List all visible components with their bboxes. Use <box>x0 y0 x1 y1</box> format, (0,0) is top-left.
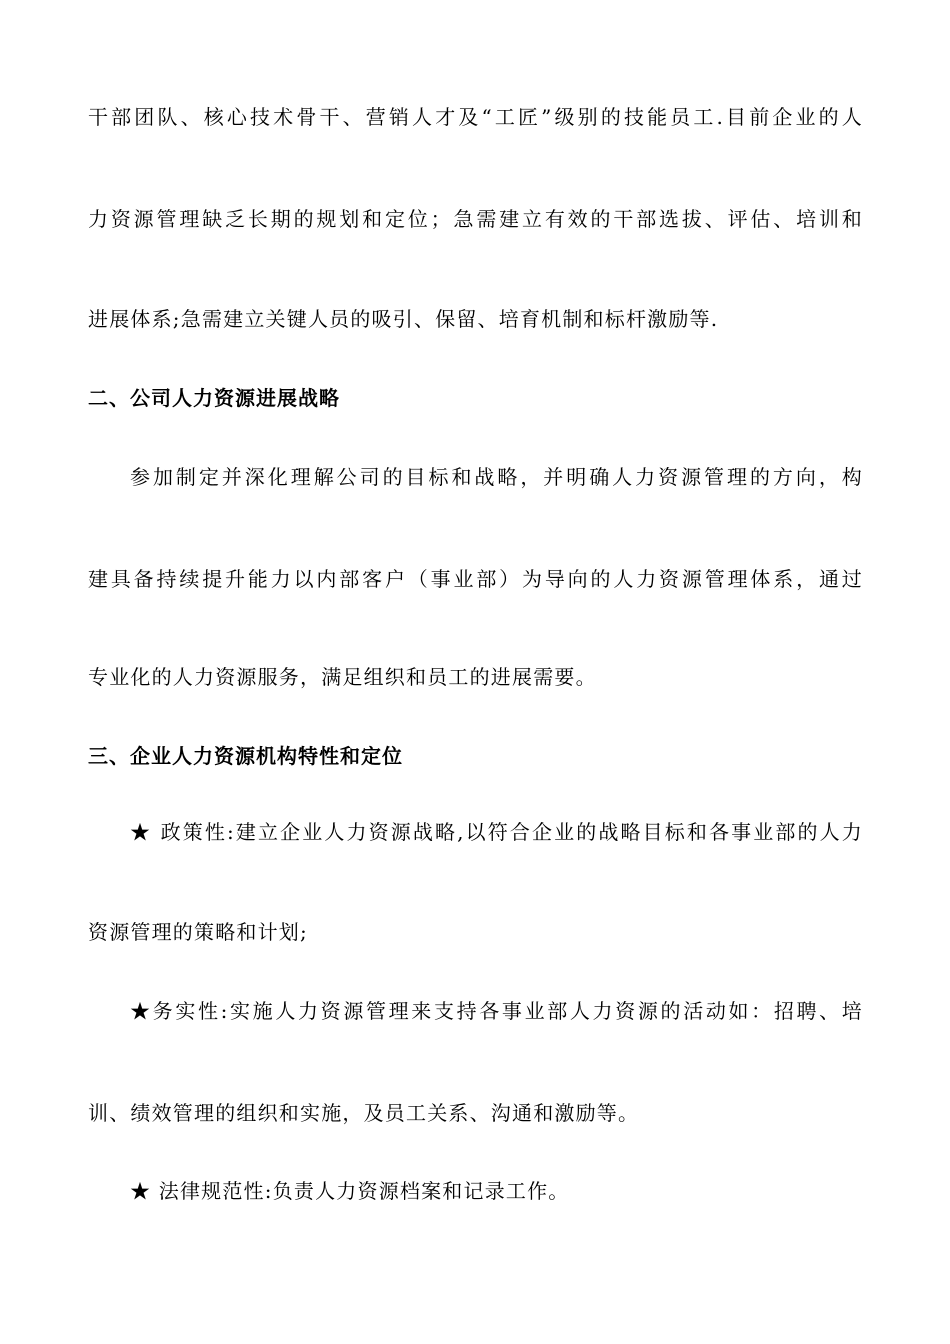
paragraph-line: 参加制定并深化理解公司的目标和战略，并明确人力资源管理的方向，构 <box>130 465 863 489</box>
paragraph-line: 力资源管理缺乏长期的规划和定位；急需建立有效的干部选拔、评估、培训和 <box>88 207 863 231</box>
paragraph-line: 专业化的人力资源服务，满足组织和员工的进展需要。 <box>88 665 597 689</box>
paragraph-line: 进展体系;急需建立关键人员的吸引、保留、培育机制和标杆激励等. <box>88 307 719 331</box>
list-item-line: 资源管理的策略和计划; <box>88 920 308 944</box>
list-item-line: 训、绩效管理的组织和实施，及员工关系、沟通和激励等。 <box>88 1101 640 1125</box>
section-heading: 三、企业人力资源机构特性和定位 <box>88 744 403 768</box>
paragraph-line: 建具备持续提升能力以内部客户（事业部）为导向的人力资源管理体系，通过 <box>88 567 863 591</box>
list-item-line: ★务实性:实施人力资源管理来支持各事业部人力资源的活动如：招聘、培 <box>130 999 863 1023</box>
list-item-line: ★ 政策性:建立企业人力资源战略,以符合企业的战略目标和各事业部的人力 <box>130 820 863 844</box>
paragraph-line: 干部团队、核心技术骨干、营销人才及“工匠”级别的技能员工.目前企业的人 <box>88 105 863 129</box>
section-heading: 二、公司人力资源进展战略 <box>88 386 340 410</box>
list-item-line: ★ 法律规范性:负责人力资源档案和记录工作。 <box>130 1179 570 1203</box>
